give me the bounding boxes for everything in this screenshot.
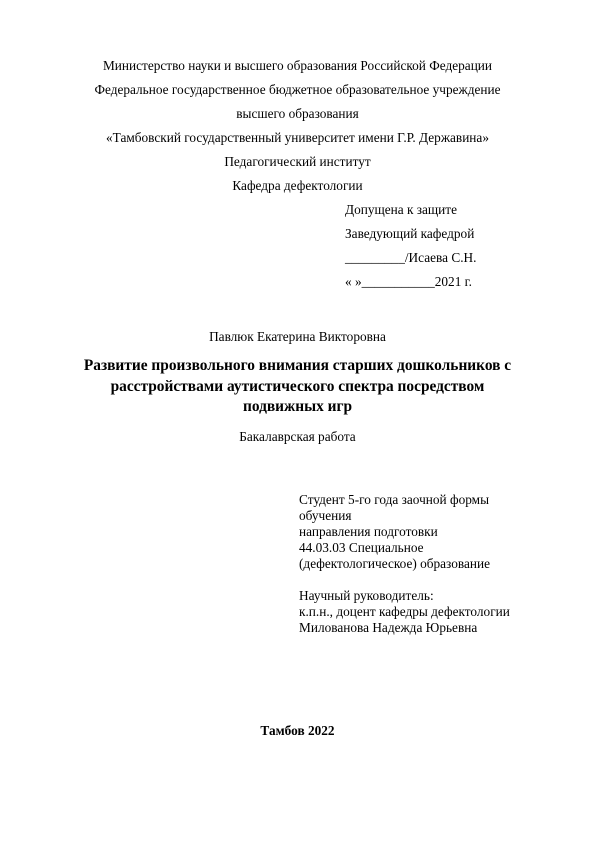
approval-admitted: Допущена к защите [345, 202, 457, 217]
department-line: Кафедра дефектологии [232, 178, 363, 193]
student-info-line-3: направления подготовки [299, 524, 438, 539]
supervisor-label: Научный руководитель: [299, 588, 434, 603]
work-type: Бакалаврская работа [239, 429, 356, 444]
city-year: Тамбов 2022 [260, 723, 335, 738]
ministry-line: Министерство науки и высшего образования Российской Федерации [102, 58, 493, 73]
university-name-line: «Тамбовский государственный университет имени Г.Р. Державина» [106, 130, 489, 145]
supervisor-name: Милованова Надежда Юрьевна [299, 620, 478, 635]
thesis-title-line-3: подвижных игр [242, 398, 353, 415]
thesis-title-line-1: Развитие произвольного внимания старших дошкольников с [83, 357, 512, 374]
thesis-title-line-2: расстройствами аутистического спектра посредством [110, 377, 485, 395]
student-info-line-2: обучения [299, 508, 352, 523]
approval-date: « »___________2021 г. [345, 274, 472, 289]
approval-head-of-department: Заведующий кафедрой [345, 226, 475, 241]
student-info-line-5: (дефектологическое) образование [299, 556, 491, 571]
institution-type-line: Федеральное государственное бюджетное образовательное учреждение [94, 82, 501, 97]
student-info-line-1: Студент 5-го года заочной формы [299, 492, 490, 507]
student-info-line-4: 44.03.03 Специальное [299, 540, 424, 555]
institute-line: Педагогический институт [224, 154, 371, 169]
supervisor-degree: к.п.н., доцент кафедры дефектологии [299, 604, 510, 619]
education-level-line: высшего образования [236, 106, 359, 121]
approval-signature: _________/Исаева С.Н. [345, 250, 477, 265]
author-name: Павлюк Екатерина Викторовна [209, 329, 386, 344]
thesis-title [60, 356, 535, 418]
